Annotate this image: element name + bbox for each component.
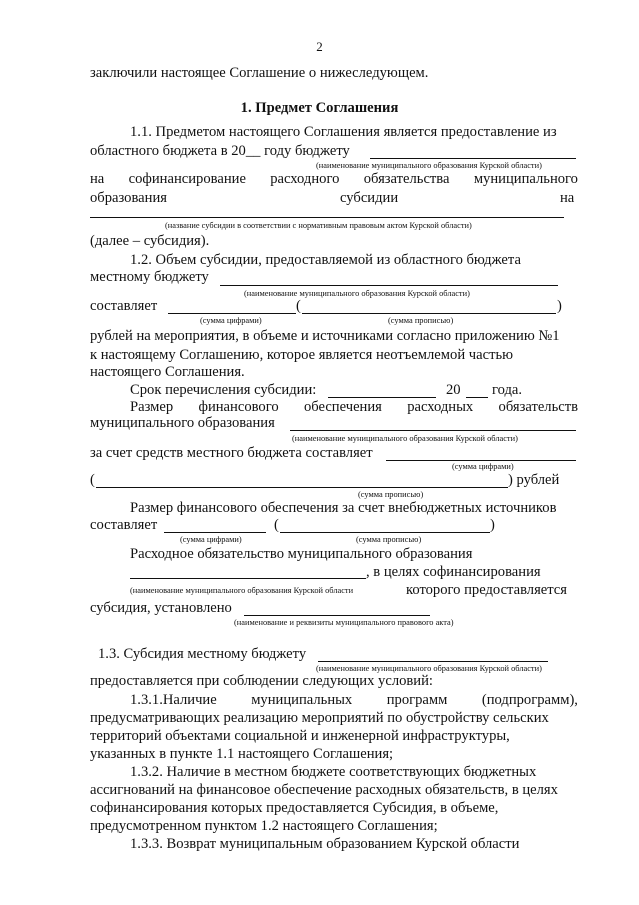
p12-municipality-blank2 [290,430,576,431]
p12-digits-blank [168,313,296,314]
p132-line1: 1.3.2. Наличие в местном бюджете соответствующих бюджетных [130,764,537,780]
p12-obligation-line1: Расходное обязательство муниципального образования [130,546,473,562]
p12-extra-budget-line: Размер финансового обеспечения за счет внебюджетных источников [130,500,557,516]
p11-caption-subsidy: (название субсидии в соответствии с нормативным правовым актом Курской области) [165,221,472,230]
p12-fin-word-5: обязательств [498,399,578,415]
p11-line4-word-3: на [560,190,575,206]
p131-line1 [130,692,578,709]
p131-word-2: муниципальных [251,692,353,708]
p12-obligation-line2: , в целях софинансирования [366,564,541,580]
p12-caption-words2: (сумма прописью) [358,490,424,499]
p12-transfer-year-blank [466,397,488,398]
p12-line4: рублей на мероприятия, в объеме и источниками согласно приложению №1 [90,328,560,344]
p12-caption-municipality: (наименование муниципального образования Курской области) [244,289,470,298]
p12-caption-digits: (сумма цифрами) [200,316,262,325]
p12-caption-act: (наименование и реквизиты муниципального правового акта) [234,618,454,627]
intro-line: заключили настоящее Соглашение о нижеследующем. [90,65,429,81]
p132-line2: ассигнований на финансовое обеспечение расходных обязательств, в целях [90,782,558,798]
p131-line2: предусматривающих реализацию мероприятий по обустройству сельских [90,710,549,726]
p13-municipality-blank [318,661,548,662]
p11-line3-word-3: расходного [270,171,340,187]
p12-obligation-blank [130,578,366,579]
p132-line4: предусмотренном пунктом 1.2 настоящего Соглашения; [90,818,438,834]
p12-paren-open2: ( [90,472,95,488]
p12-caption-words: (сумма прописью) [388,316,454,325]
p133-line1: 1.3.3. Возврат муниципальным образованием Курской области [130,836,520,852]
p12-obligation-line3: которого предоставляется [406,582,568,598]
p12-extra-paren-close: ) [490,517,495,533]
p131-line4: указанных в пункте 1.1 настоящего Соглашения; [90,746,394,762]
p11-line2: областного бюджета в 20__ году бюджету [90,143,350,159]
p131-word-3: программ [386,692,448,708]
p132-line3: софинансирования которых предоставляется Субсидия, в объеме, [90,800,499,816]
p12-amount-word: составляет [90,298,158,314]
p12-local-words-blank [96,487,508,488]
p12-fin-word-4: расходных [407,399,474,415]
p11-line4-word-1: образования [90,190,167,206]
p12-fin-word-1: Размер [130,399,174,415]
p11-line5: (далее – субсидия). [90,233,210,249]
p12-act-blank [244,615,430,616]
p11-subsidy-blank [90,217,564,218]
p12-extra-digits-blank [164,532,266,533]
p13-line2: предоставляется при соблюдении следующих условий: [90,673,433,689]
page-number: 2 [316,39,323,54]
p12-line1: 1.2. Объем субсидии, предоставляемой из областного бюджета [130,252,521,268]
p11-line3-word-1: на [90,171,105,187]
p11-line3-word-2: софинансирование [128,171,246,187]
p12-paren-close: ) [557,298,562,314]
p12-extra-paren-open: ( [274,517,279,533]
p13-caption-municipality: (наименование муниципального образования Курской области) [316,664,542,673]
p11-line3-word-4: обязательства [363,171,450,187]
p131-word-1: 1.3.1.Наличие [130,692,217,708]
p12-line6: настоящего Соглашения. [90,364,245,380]
p12-fin-word-2: финансового [198,399,279,415]
p12-line5: к настоящему Соглашению, которое является неотъемлемой частью [90,347,514,363]
p12-caption-digits3: (сумма цифрами) [180,535,242,544]
p12-local-budget-line: за счет средств местного бюджета составляет [90,445,373,461]
p12-extra-amount-word: составляет [90,517,158,533]
p12-transfer-year-suffix: года. [492,382,523,398]
p12-transfer-term-blank [328,397,436,398]
p11-line1: 1.1. Предметом настоящего Соглашения является предоставление из [130,124,557,140]
p11-line4-word-2: субсидии [340,190,399,206]
p12-paren-open: ( [296,298,301,314]
p12-caption-words3: (сумма прописью) [356,535,422,544]
p12-words-blank [302,313,556,314]
p131-line3: территорий объектами социальной и инженерной инфраструктуры, [90,728,510,744]
p12-fin-line1 [130,399,578,416]
p12-established-line: субсидия, установлено [90,600,232,616]
p131-word-4: (подпрограмм), [481,692,578,708]
p12-caption-municipality2: (наименование муниципального образования Курской области) [292,434,518,443]
section-title: 1. Предмет Соглашения [240,100,399,116]
p12-local-digits-blank [386,460,576,461]
p12-caption-mun-left: (наименование муниципального образования Курской области [130,586,354,595]
p13-line1: 1.3. Субсидия местному бюджету [98,646,307,662]
p12-transfer-year-prefix: 20 [446,382,461,398]
p11-line3 [90,171,578,188]
p11-municipality-blank [370,158,576,159]
p12-transfer-term-label: Срок перечисления субсидии: [130,382,317,398]
p12-fin-line2: муниципального образования [90,415,275,431]
p11-line3-word-5: муниципального [473,171,578,187]
p12-municipality-blank [220,285,558,286]
p11-caption-municipality: (наименование муниципального образования Курской области) [316,161,542,170]
p12-line2: местному бюджету [90,269,209,285]
p12-fin-word-3: обеспечения [303,399,382,415]
p12-extra-words-blank [280,532,490,533]
p12-rubles-close: ) рублей [508,472,560,488]
p12-caption-digits2: (сумма цифрами) [452,462,514,471]
